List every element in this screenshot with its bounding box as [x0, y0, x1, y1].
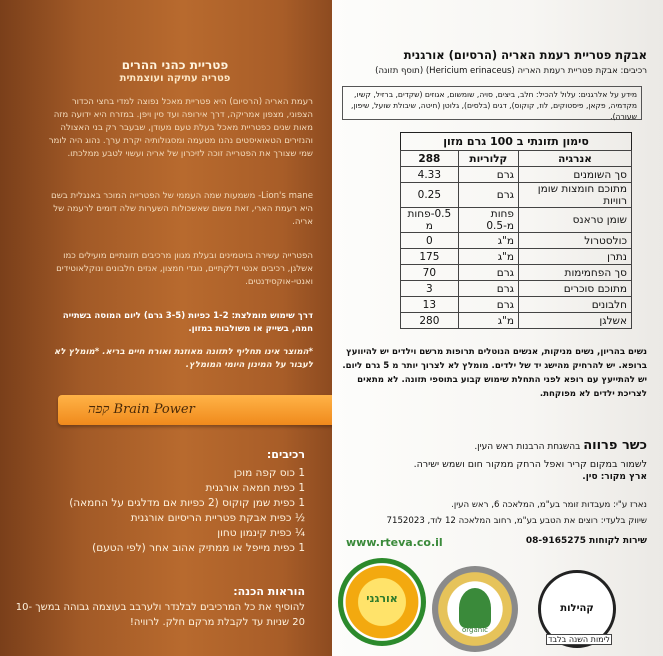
allergen-info: מידע על אלרגנים: עלול להכיל: חלב, ביצים, סויה, שומשום, אגוזים (שקדים, ברזיל, קשיו, מקדמיה, פקאן, פיסטוקים, לוז, קוקוס), דגים (בלסים), גלוטן (חיטה, שיבולת שועל, שיפון, שעורה).	[342, 86, 642, 120]
recipe-ribbon	[58, 395, 332, 425]
nutrition-caption: סימון תזונתי ב 100 גרם מזון	[400, 132, 632, 150]
nutrition-name: מתוכם חומצות שומן רוויות	[518, 183, 631, 208]
table-row	[401, 313, 632, 329]
table-row	[401, 297, 632, 313]
nutrition-unit: גרם	[458, 167, 518, 183]
tree-icon	[459, 588, 491, 628]
website-link[interactable]: www.rteva.co.il	[346, 536, 443, 549]
preparation-title: הוראות הכנה:	[233, 585, 305, 598]
intro-paragraph: רעמת האריה (הרסיום) היא פטריית מאכל נפוצה למדי בחצי הכדור הצפוני, מצפון אמריקה, דרך אירופה ועד סין ויפן. במזרח היא ידועה מזה מאות שנים כפטריית מאכל בעלת טעם מעודן, שבעבר רק בני האצולה והנזירים הטאואיסטים נהנו מטעמה ומסגולותיה יקרת ערך. נהוג היה לומר שמי שצורך את הפטרייה זוכה לזיכרון של אריה ועשוי לטבע ממלכתו.	[48, 97, 313, 159]
table-row	[401, 208, 632, 233]
ingredient-item: 1 כפית מייפל או ממתיק אהוב אחר (לפי הטעם)	[92, 542, 305, 554]
table-row	[401, 167, 632, 183]
customer-service: שירות לקוחות 08-9165275	[525, 536, 647, 546]
warnings-text: נשים בהריון, נשים מניקות, אנשים הנוטלים תרופות מרשם וילדים יש להיוועץ ברופא. יש להרחיק מהישג יד של ילדים. מומלץ לא לצרוך יותר מ 5 גרם ליום. יש להתייעץ עם רופא לפני התחלת שימוש קבוע בתוספי תזונה. לא מתאים לצריכת ילדים לא מפוקחת.	[342, 347, 647, 399]
table-row	[401, 265, 632, 281]
importer-info	[342, 497, 647, 529]
ingredient-item: 1 כפית שמן קוקוס (2 כפיות אם מדלגים על החמאה)	[69, 497, 305, 509]
right-panel	[332, 0, 663, 656]
nutrition-name: אשלגן	[518, 313, 631, 329]
product-title: אבקת פטריית רעמת האריה (הרסיום) אורגנית	[403, 48, 647, 62]
kosher-line	[342, 438, 647, 455]
organic-logo-label: אורגני	[366, 592, 398, 605]
nutrition-unit: קלוריות	[458, 151, 518, 167]
nutrition-name: נתרן	[518, 249, 631, 265]
nutrition-table	[400, 132, 632, 329]
ministry-logo-icon	[432, 566, 518, 652]
kosher-note: לימות השנה בלבד	[546, 634, 612, 645]
ingredient-item: 1 כפית חמאה אורגנית	[205, 482, 305, 494]
ingredient-item: ½ כפית אבקת פטריית הריסיום אורגנית	[130, 512, 305, 524]
kosher-logo-label: קהילות	[560, 603, 594, 614]
nutrition-value: 4.33	[401, 167, 459, 183]
preparation-text: להוסיף את כל המרכיבים לבלנדר ולערבב בעוצמה גבוהה במשך 10-20 שניות עד לקבלת מרקם חלק. לרוויה!	[15, 602, 305, 628]
nutrition-name: סך הפחמימות	[518, 265, 631, 281]
origin-text: ארץ מקור: סין.	[582, 472, 647, 482]
nutrition-name: חלבונים	[518, 297, 631, 313]
nutrition-value: 175	[401, 249, 459, 265]
nutrition-header-row	[401, 151, 632, 167]
ingredient-item: ¼ כפית קינמון טחון	[217, 527, 305, 539]
nutrition-value: 280	[401, 313, 459, 329]
left-subtitle: פטריה עתיקה ועוצמתית	[119, 73, 231, 84]
table-row	[401, 281, 632, 297]
table-row	[401, 249, 632, 265]
packer-line: נארז ע"י: מעבדות זומר בע"מ, המלאכה 6, ראש העין.	[451, 500, 647, 510]
ministry-logo-label: organic	[461, 626, 488, 634]
table-row	[401, 183, 632, 208]
nutrition-unit: מ"ג	[458, 313, 518, 329]
nutrition-unit: גרם	[458, 281, 518, 297]
nutrition-unit: מ"ג	[458, 233, 518, 249]
nutrition-value: 13	[401, 297, 459, 313]
left-title: פטריית כהני ההרים	[121, 58, 229, 72]
nutrition-name: סך השומנים	[518, 167, 631, 183]
nutrition-value: 0.5-פחות מ	[401, 208, 459, 233]
nutrition-name: שומן טראנס	[518, 208, 631, 233]
nutrition-unit: גרם	[458, 183, 518, 208]
benefits-paragraph: הפטרייה עשירה בויטמינים ובעלת מגוון מרכיבים תזונתיים מועילים כמו אשלגן, רכיבים אנטי דלקתיים, נוגדי חמצון, אנזים חלבונים ונוקלאוטידים ואנטי-אוקסידנטים.	[56, 251, 313, 287]
nutrition-value: 70	[401, 265, 459, 281]
marketer-line: שיווק בלעדי: רוצים את הטבע בע"מ, רחוב המלאכה 12 לוד, 7152023	[386, 516, 647, 526]
nutrition-unit: גרם	[458, 265, 518, 281]
name-paragraph: Lion's mane- משמעות שמה העממי של הפטרייה המוכר באנגלית בשם היא רעמת הארי, זאת משום שאשכולות השערות שלה דומים לרעמה של אריה.	[51, 191, 313, 227]
nutrition-value: 288	[401, 151, 459, 167]
nutrition-value: 0	[401, 233, 459, 249]
table-row	[401, 233, 632, 249]
disclaimer-paragraph: *המוצר אינו תחליף לתזונה מאוזנת ואורח חיים בריא. *מומלץ לא לעבור על המינון היומי המומלץ.	[54, 347, 313, 370]
nutrition-value: 0.25	[401, 183, 459, 208]
organic-logo-icon	[338, 558, 426, 646]
nutrition-unit: מ"ג	[458, 249, 518, 265]
ingredients-list	[20, 466, 305, 556]
nutrition-name: כולסטרול	[518, 233, 631, 249]
ribbon-title: Brain Power קפה	[88, 402, 195, 417]
nutrition-unit: פחות מ-0.5	[458, 208, 518, 233]
nutrition-name: מתוכם סוכרים	[518, 281, 631, 297]
ingredients-title: רכיבים:	[266, 448, 305, 461]
nutrition-value: 3	[401, 281, 459, 297]
nutrition-name: אנרגיה	[518, 151, 631, 167]
kosher-supervision: בהשגחת הרבנות ראש העין.	[474, 442, 581, 452]
ingredient-item: 1 כוס קפה מוכן	[233, 467, 305, 479]
usage-paragraph: דרך שימוש מומלצת: 1-2 כפיות (3-5 גרם) ליום המוסה בשתייה חמה, בשייק או משולבות במזון.	[62, 311, 313, 334]
nutrition-unit: גרם	[458, 297, 518, 313]
storage-text: לשמור במקום קריר ואפל הרחק ממקור חום ושמש ישירה.	[413, 459, 647, 470]
product-ingredients: רכיבים: אבקת פטריית רעמת האריה (Hericium erinaceus) (תוסף תזונה)	[375, 66, 647, 76]
kosher-title: כשר פרווה	[583, 438, 647, 453]
